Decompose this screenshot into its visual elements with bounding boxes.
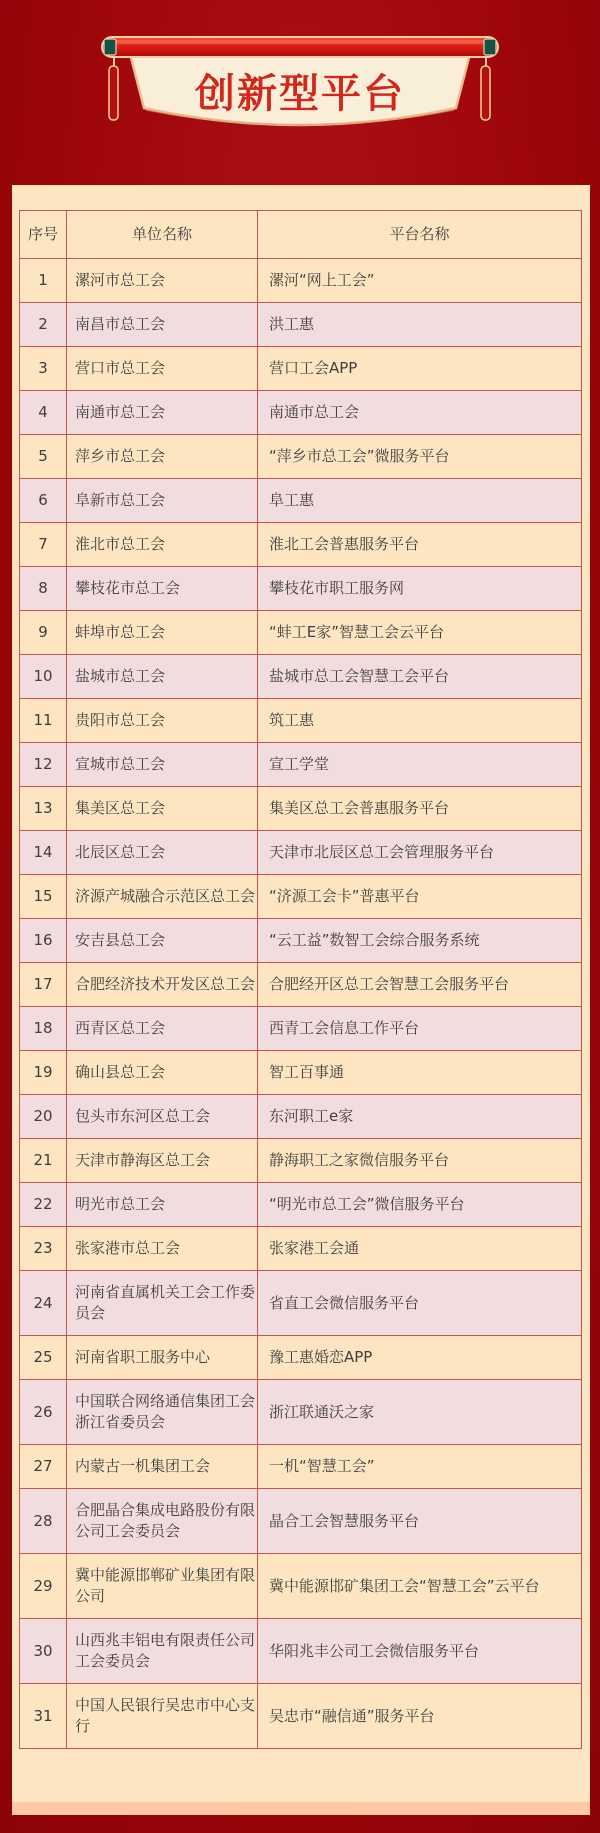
platform-name: 东河职工e家 [258,1095,582,1139]
row-number: 11 [20,699,67,743]
row-number: 19 [20,1051,67,1095]
platform-name: 张家港工会通 [258,1227,582,1271]
row-number: 20 [20,1095,67,1139]
row-number: 24 [20,1271,67,1336]
table-row [20,1007,582,1051]
row-number: 5 [20,435,67,479]
row-number: 21 [20,1139,67,1183]
platform-name: 南通市总工会 [258,391,582,435]
platform-table [19,210,582,1749]
table-row [20,743,582,787]
row-number: 1 [20,259,67,303]
row-number: 10 [20,655,67,699]
unit-name: 河南省直属机关工会工作委员会 [67,1271,258,1336]
table-row [20,1445,582,1489]
platform-name: 营口工会APP [258,347,582,391]
row-number: 25 [20,1336,67,1380]
table-row [20,963,582,1007]
unit-name: 北辰区总工会 [67,831,258,875]
table-row [20,347,582,391]
unit-name: 集美区总工会 [67,787,258,831]
unit-name: 蚌埠市总工会 [67,611,258,655]
row-number: 2 [20,303,67,347]
platform-name: 宣工学堂 [258,743,582,787]
header-index: 序号 [20,211,67,259]
table-row [20,1183,582,1227]
row-number: 3 [20,347,67,391]
row-number: 30 [20,1619,67,1684]
unit-name: 张家港市总工会 [67,1227,258,1271]
platform-name: 攀枝花市职工服务网 [258,567,582,611]
platform-name: 智工百事通 [258,1051,582,1095]
unit-name: 明光市总工会 [67,1183,258,1227]
platform-name: 西青工会信息工作平台 [258,1007,582,1051]
table-row [20,699,582,743]
table-row [20,1227,582,1271]
banner-tassel-right-icon [481,56,490,120]
unit-name: 中国联合网络通信集团工会浙江省委员会 [67,1380,258,1445]
row-number: 8 [20,567,67,611]
row-number: 26 [20,1380,67,1445]
table-row [20,1051,582,1095]
platform-name: 省直工会微信服务平台 [258,1271,582,1336]
unit-name: 安吉县总工会 [67,919,258,963]
table-row [20,1139,582,1183]
unit-name: 西青区总工会 [67,1007,258,1051]
platform-name: 吴忠市“融信通”服务平台 [258,1684,582,1749]
platform-name: 集美区总工会普惠服务平台 [258,787,582,831]
row-number: 14 [20,831,67,875]
unit-name: 南通市总工会 [67,391,258,435]
table-row [20,1336,582,1380]
table-row [20,1619,582,1684]
table-row [20,1271,582,1336]
unit-name: 贵阳市总工会 [67,699,258,743]
table-row [20,523,582,567]
platform-name: 盐城市总工会智慧工会平台 [258,655,582,699]
unit-name: 合肥经济技术开发区总工会 [67,963,258,1007]
unit-name: 包头市东河区总工会 [67,1095,258,1139]
platform-name: 静海职工之家微信服务平台 [258,1139,582,1183]
platform-name: 冀中能源邯矿集团工会“智慧工会”云平台 [258,1554,582,1619]
platform-name: 华阳兆丰公司工会微信服务平台 [258,1619,582,1684]
unit-name: 合肥晶合集成电路股份有限公司工会委员会 [67,1489,258,1554]
banner [0,0,600,185]
row-number: 4 [20,391,67,435]
row-number: 29 [20,1554,67,1619]
platform-name: 豫工惠婚恋APP [258,1336,582,1380]
unit-name: 南昌市总工会 [67,303,258,347]
table-row [20,303,582,347]
row-number: 6 [20,479,67,523]
platform-name: “蚌工E家”智慧工会云平台 [258,611,582,655]
table-row [20,1554,582,1619]
unit-name: 宣城市总工会 [67,743,258,787]
table-row [20,259,582,303]
banner-rod [102,37,498,57]
table-row [20,655,582,699]
table-row [20,611,582,655]
page-title: 创新型平台 [195,71,405,117]
platform-name: “云工益”数智工会综合服务系统 [258,919,582,963]
table-body [20,259,582,1749]
platform-name: 天津市北辰区总工会管理服务平台 [258,831,582,875]
table-row [20,787,582,831]
unit-name: 河南省职工服务中心 [67,1336,258,1380]
unit-name: 确山县总工会 [67,1051,258,1095]
table-header [20,211,582,259]
platform-name: 合肥经开区总工会智慧工会服务平台 [258,963,582,1007]
row-number: 16 [20,919,67,963]
bottom-strip [12,1802,590,1815]
row-number: 22 [20,1183,67,1227]
content-panel [12,185,590,1815]
platform-name: “明光市总工会”微信服务平台 [258,1183,582,1227]
unit-name: 内蒙古一机集团工会 [67,1445,258,1489]
unit-name: 济源产城融合示范区总工会 [67,875,258,919]
unit-name: 萍乡市总工会 [67,435,258,479]
unit-name: 天津市静海区总工会 [67,1139,258,1183]
header-unit-name: 单位名称 [67,211,258,259]
platform-name: “萍乡市总工会”微服务平台 [258,435,582,479]
row-number: 9 [20,611,67,655]
unit-name: 冀中能源邯郸矿业集团有限公司 [67,1554,258,1619]
unit-name: 营口市总工会 [67,347,258,391]
platform-name: 浙江联通沃之家 [258,1380,582,1445]
unit-name: 中国人民银行吴忠市中心支行 [67,1684,258,1749]
unit-name: 阜新市总工会 [67,479,258,523]
row-number: 23 [20,1227,67,1271]
header-row [20,211,582,259]
platform-name: 阜工惠 [258,479,582,523]
platform-name: 洪工惠 [258,303,582,347]
row-number: 7 [20,523,67,567]
platform-name: 筑工惠 [258,699,582,743]
platform-name: “济源工会卡”普惠平台 [258,875,582,919]
unit-name: 山西兆丰铝电有限责任公司工会委员会 [67,1619,258,1684]
row-number: 17 [20,963,67,1007]
unit-name: 漯河市总工会 [67,259,258,303]
row-number: 13 [20,787,67,831]
platform-name: 晶合工会智慧服务平台 [258,1489,582,1554]
unit-name: 淮北市总工会 [67,523,258,567]
table-row [20,391,582,435]
table-row [20,435,582,479]
row-number: 27 [20,1445,67,1489]
table-row [20,1095,582,1139]
table-row [20,1684,582,1749]
row-number: 18 [20,1007,67,1051]
header-platform-name: 平台名称 [258,211,582,259]
row-number: 28 [20,1489,67,1554]
row-number: 31 [20,1684,67,1749]
unit-name: 盐城市总工会 [67,655,258,699]
unit-name: 攀枝花市总工会 [67,567,258,611]
table-row [20,479,582,523]
table-row [20,567,582,611]
row-number: 15 [20,875,67,919]
row-number: 12 [20,743,67,787]
platform-name: 一机“智慧工会” [258,1445,582,1489]
table-row [20,875,582,919]
table-row [20,919,582,963]
table-row [20,831,582,875]
platform-name: 淮北工会普惠服务平台 [258,523,582,567]
table-row [20,1489,582,1554]
table-row [20,1380,582,1445]
banner-tassel-left-icon [109,56,118,120]
platform-name: 漯河“网上工会” [258,259,582,303]
